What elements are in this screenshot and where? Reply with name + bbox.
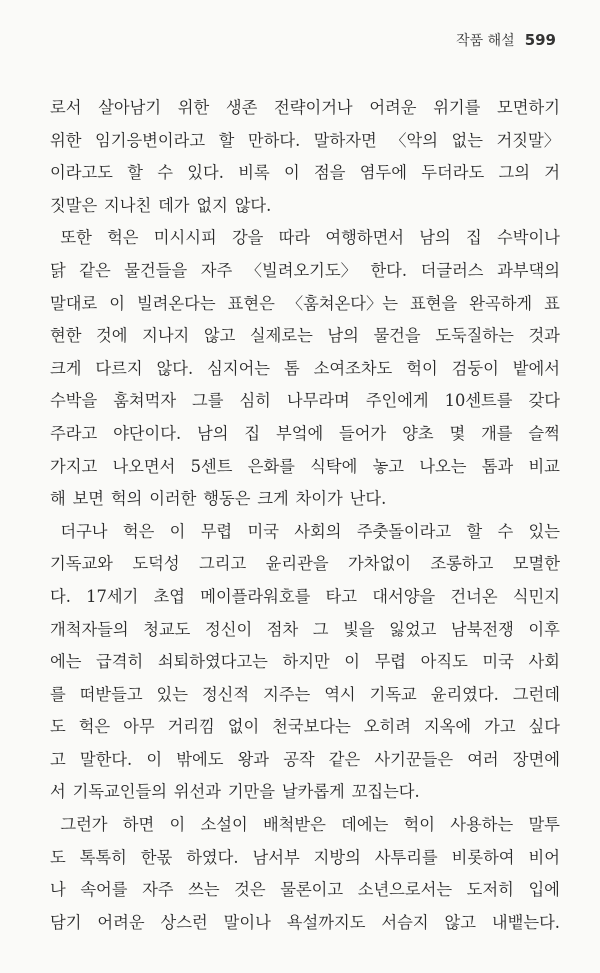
text-line: 닭 같은 물건들을 자주 〈빌려오기도〉 한다. 더글러스 과부댁의: [50, 260, 560, 280]
text-line: 도 헉은 아무 거리낌 없이 천국보다는 오히려 지옥에 가고 싶다: [50, 717, 560, 737]
text-line: 도 톡톡히 한몫 하였다. 남서부 지방의 사투리를 비롯하여 비어: [50, 847, 560, 867]
text-line: 에는 급격히 쇠퇴하였다고는 하지만 이 무렵 아직도 미국 사회: [50, 652, 560, 672]
text-line: 더구나 헉은 이 무렵 미국 사회의 주춧돌이라고 할 수 있는: [50, 521, 560, 541]
text-line: 위한 임기응변이라고 할 만하다. 말하자면 〈악의 없는 거짓말〉: [50, 130, 560, 150]
text-line: 주라고 야단이다. 남의 집 부엌에 들어가 양초 몇 개를 슬쩍: [50, 423, 560, 443]
text-line: 를 떠받들고 있는 정신적 지주는 역시 기독교 윤리였다. 그런데: [50, 684, 560, 704]
text-line: 현한 것에 지나지 않고 실제로는 남의 물건을 도둑질하는 것과: [50, 326, 560, 346]
text-line: 개척자들의 청교도 정신이 점차 그 빛을 잃었고 남북전쟁 이후: [50, 619, 560, 639]
text-line: 다. 17세기 초엽 메이플라워호를 타고 대서양을 건너온 식민지: [50, 586, 560, 606]
text-line: 담기 어려운 상스런 말이나 욕설까지도 서슴지 않고 내뱉는다.: [50, 912, 560, 932]
text-line: 말대로 이 빌려온다는 표현은 〈훔쳐온다〉는 표현을 완곡하게 표: [50, 293, 560, 313]
text-line: 로서 살아남기 위한 생존 전략이거나 어려운 위기를 모면하기: [50, 98, 560, 117]
text-line: 수박을 훔쳐먹자 그를 심히 나무라며 주인에게 10센트를 갖다: [50, 391, 560, 411]
text-line: 해 보면 헉의 이러한 행동은 크게 차이가 난다.: [50, 489, 387, 509]
body-text: [50, 92, 560, 939]
text-line: 고 말한다. 이 밖에도 왕과 공작 같은 사기꾼들은 여러 장면에: [50, 749, 560, 769]
text-line: 서 기독교인들의 위선과 기만을 날카롭게 꼬집는다.: [50, 782, 420, 802]
running-head: [456, 30, 556, 50]
text-line: 가지고 나오면서 5센트 은화를 식탁에 놓고 나오는 톰과 비교: [50, 456, 560, 476]
text-line: 기독교와 도덕성 그리고 윤리관을 가차없이 조롱하고 모멸한: [50, 554, 560, 574]
text-line: 나 속어를 자주 쓰는 것은 물론이고 소년으로서는 도저히 입에: [50, 880, 560, 900]
text-line: 이라고도 할 수 있다. 비록 이 점을 염두에 두더라도 그의 거: [50, 163, 560, 183]
page-number: 599: [524, 31, 556, 49]
text-line: 짓말은 지나친 데가 없지 않다.: [50, 195, 272, 215]
text-line: 또한 헉은 미시시피 강을 따라 여행하면서 남의 집 수박이나: [50, 228, 560, 248]
section-title: 작품 해설: [456, 33, 515, 49]
text-line: 크게 다르지 않다. 심지어는 톰 소여조차도 헉이 검둥이 밭에서: [50, 358, 560, 378]
text-line: 그런가 하면 이 소설이 배척받은 데에는 헉이 사용하는 말투: [50, 815, 560, 835]
